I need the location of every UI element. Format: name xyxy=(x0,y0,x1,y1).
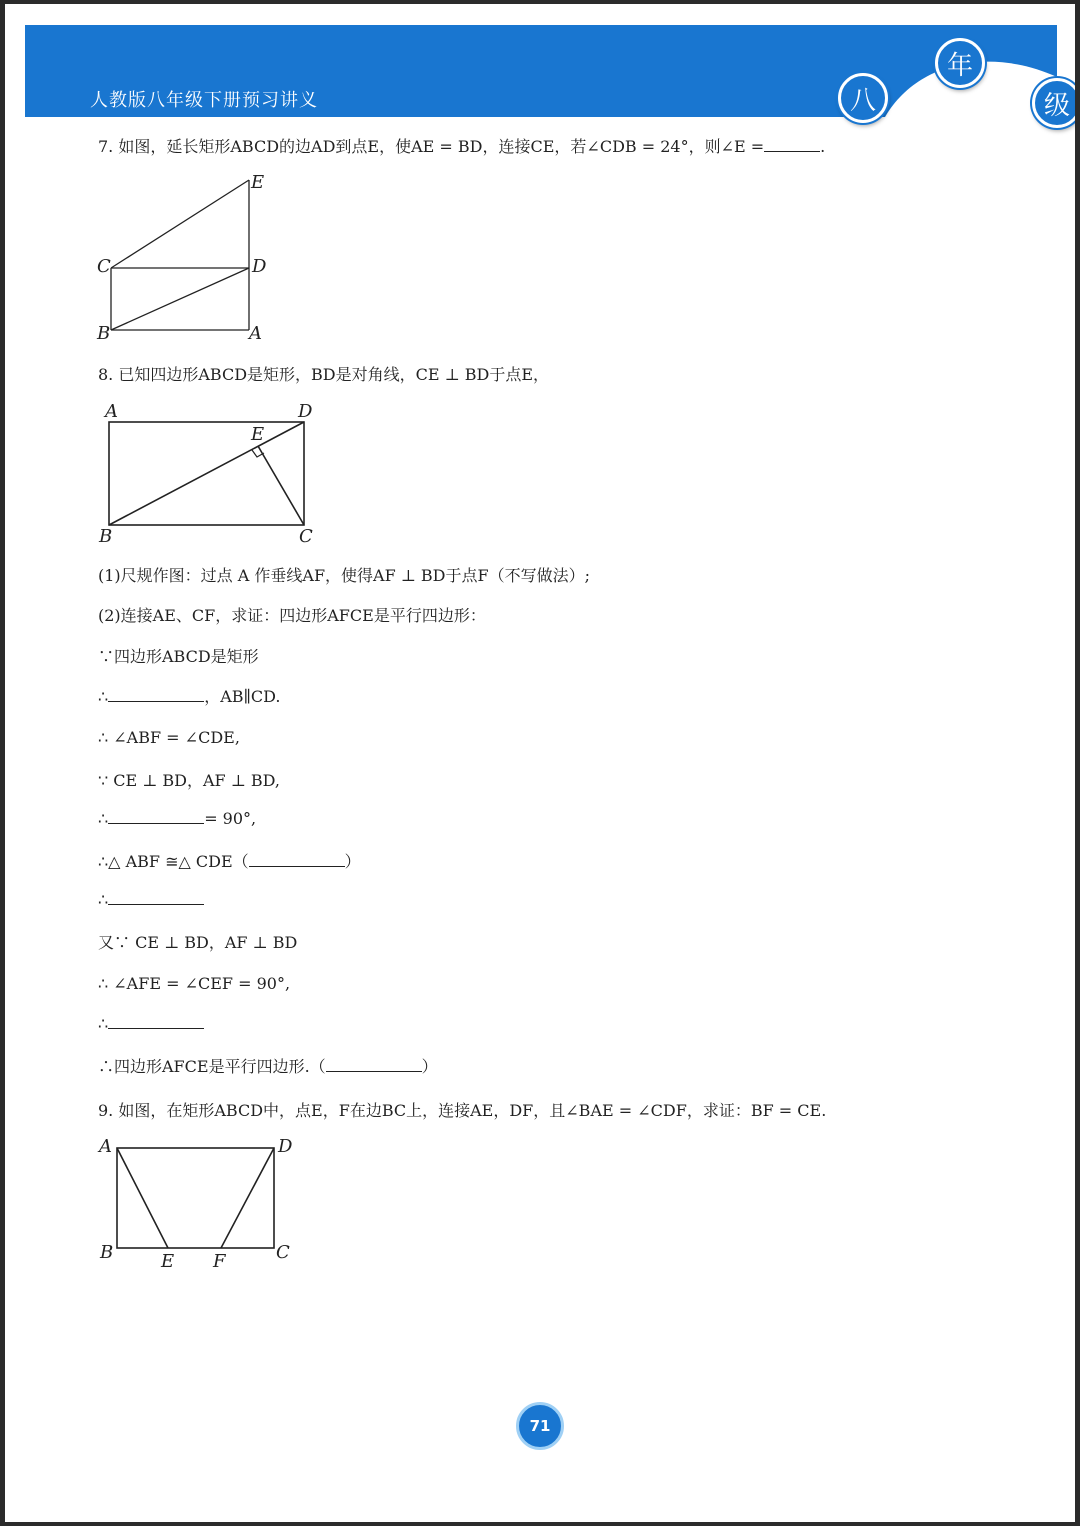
grade-badge-ji: 级 xyxy=(1032,78,1080,128)
problem-8: 8. 已知四边形ABCD是矩形，BD是对角线，CE ⊥ BD于点E， xyxy=(98,365,550,384)
proof-step-10 xyxy=(98,1014,204,1033)
label-E: E xyxy=(251,172,265,193)
answer-blank[interactable] xyxy=(249,852,345,867)
proof-step-11 xyxy=(98,1054,438,1077)
label-B: B xyxy=(97,323,111,342)
label-A: A xyxy=(249,323,262,342)
label-B: B xyxy=(100,1242,114,1263)
proof-step-2-text: AB∥CD. xyxy=(220,687,281,706)
label-B: B xyxy=(99,526,113,547)
proof-step-8: 又∵ CE ⊥ BD，AF ⊥ BD xyxy=(98,933,298,952)
label-D: D xyxy=(252,256,267,277)
label-C: C xyxy=(97,256,111,277)
label-C: C xyxy=(299,526,313,547)
therefore-symbol: ∴ xyxy=(98,809,109,828)
label-F: F xyxy=(213,1251,226,1272)
close-paren: ） xyxy=(421,1057,438,1076)
proof-step-9: ∴ ∠AFE = ∠CEF = 90°, xyxy=(98,974,291,993)
label-C: C xyxy=(276,1242,290,1263)
proof-step-6-text: ∴△ ABF ≅△ CDE（ xyxy=(98,852,249,871)
answer-blank[interactable] xyxy=(108,890,204,905)
answer-blank[interactable] xyxy=(764,137,820,152)
label-A: A xyxy=(99,1136,112,1157)
close-paren: ） xyxy=(344,852,361,871)
figure-9 xyxy=(96,1132,316,1272)
label-D: D xyxy=(278,1136,293,1157)
answer-blank[interactable] xyxy=(326,1057,422,1072)
label-A: A xyxy=(105,401,118,422)
figure-7 xyxy=(94,172,274,342)
answer-blank[interactable] xyxy=(108,1014,204,1029)
proof-step-6 xyxy=(98,849,361,872)
proof-step-5-text: = 90°, xyxy=(204,809,257,828)
proof-step-7 xyxy=(98,890,204,909)
problem-7 xyxy=(98,134,825,157)
label-E: E xyxy=(251,424,265,445)
therefore-symbol: ∴ xyxy=(98,890,109,909)
answer-blank[interactable] xyxy=(108,687,204,702)
problem-7-text: 7. 如图，延长矩形ABCD的边AD到点E，使AE = BD，连接CE，若∠CDB = 24°，则∠E = xyxy=(98,137,765,156)
grade-badge-nian: 年 xyxy=(935,38,985,88)
label-E: E xyxy=(161,1251,175,1272)
proof-step-1: ∵四边形ABCD是矩形 xyxy=(98,647,259,666)
figure-8 xyxy=(96,398,336,548)
proof-step-2 xyxy=(98,684,281,707)
label-D: D xyxy=(298,401,313,422)
grade-badge-ba: 八 xyxy=(838,73,888,123)
proof-step-4: ∵ CE ⊥ BD，AF ⊥ BD, xyxy=(98,771,280,790)
problem-8-part-1: (1)尺规作图：过点 A 作垂线AF，使得AF ⊥ BD于点F（不写做法）; xyxy=(98,566,591,585)
page-number: 71 xyxy=(516,1402,564,1450)
problem-9: 9. 如图，在矩形ABCD中，点E，F在边BC上，连接AE，DF，且∠BAE = ∠CDF，求证：BF = CE. xyxy=(98,1101,827,1120)
problem-8-part-2: (2)连接AE、CF，求证：四边形AFCE是平行四边形： xyxy=(98,606,486,625)
answer-blank[interactable] xyxy=(108,809,204,824)
proof-step-5 xyxy=(98,809,256,828)
problem-7-end: . xyxy=(820,137,826,156)
therefore-symbol: ∴ xyxy=(98,1014,109,1033)
comma: ， xyxy=(204,687,221,706)
proof-step-3: ∴ ∠ABF = ∠CDE, xyxy=(98,728,240,747)
proof-step-11-text: ∴四边形AFCE是平行四边形.（ xyxy=(98,1057,326,1076)
header-title: 人教版八年级下册预习讲义 xyxy=(90,90,318,111)
therefore-symbol: ∴ xyxy=(98,687,109,706)
